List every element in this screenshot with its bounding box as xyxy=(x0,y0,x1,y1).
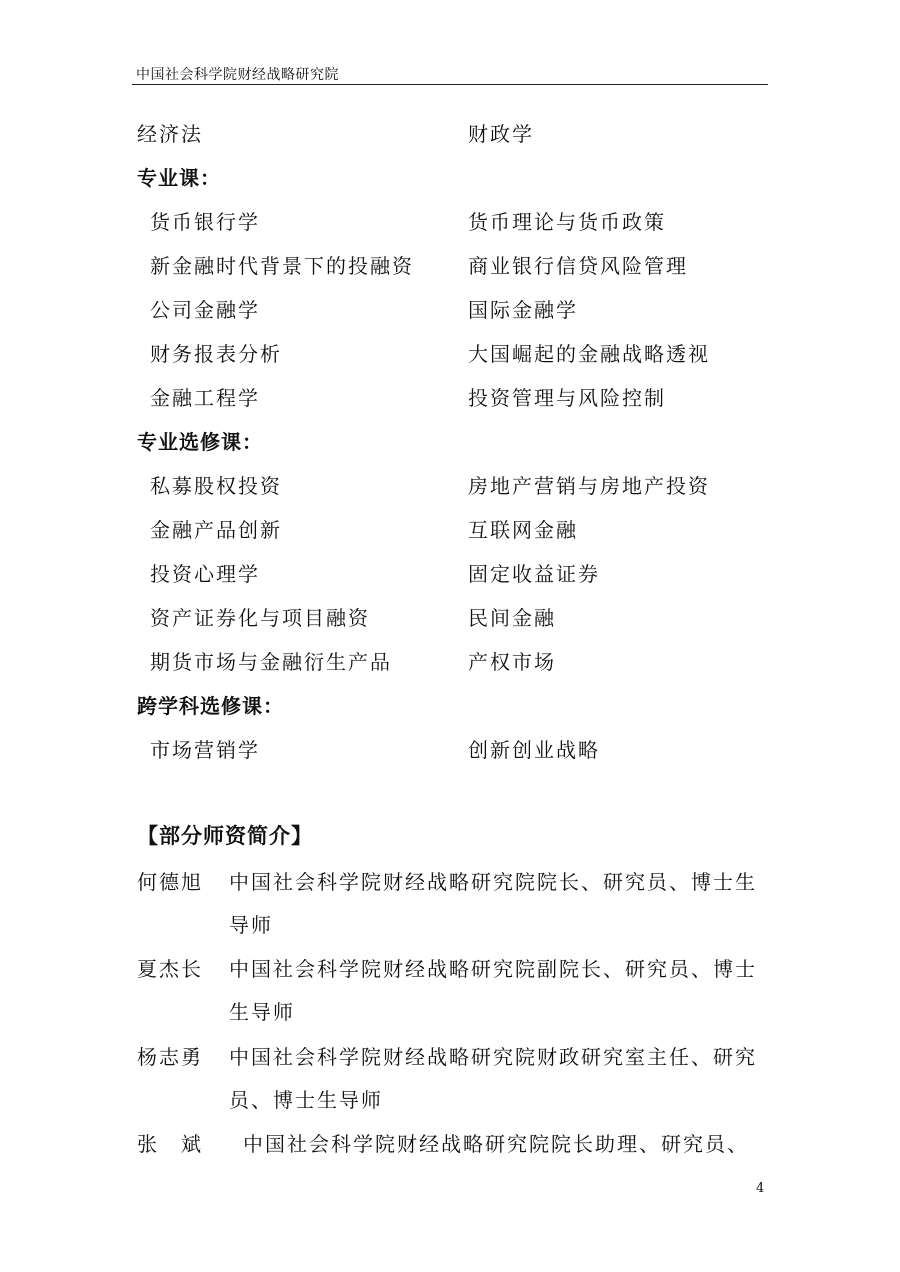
faculty-description: 中国社会科学院财经战略研究院财政研究室主任、研究 xyxy=(229,1045,757,1069)
course-left: 货币银行学 xyxy=(150,210,260,234)
section-heading-major: 专业课： xyxy=(137,166,221,190)
course-left: 金融产品创新 xyxy=(150,518,282,542)
course-right: 固定收益证券 xyxy=(468,562,600,586)
course-right: 创新创业战略 xyxy=(468,738,600,762)
course-left: 私募股权投资 xyxy=(150,474,282,498)
header-divider xyxy=(132,84,768,85)
course-left: 资产证券化与项目融资 xyxy=(150,606,370,630)
course-right: 投资管理与风险控制 xyxy=(468,386,666,410)
course-right: 国际金融学 xyxy=(468,298,578,322)
course-right: 产权市场 xyxy=(468,650,556,674)
section-heading-elective: 专业选修课： xyxy=(137,430,263,454)
page-number: 4 xyxy=(756,1181,765,1196)
faculty-name: 何德旭 xyxy=(137,870,203,894)
faculty-name: 夏杰长 xyxy=(137,957,203,981)
course-left: 市场营销学 xyxy=(150,738,260,762)
page-header: 中国社会科学院财经战略研究院 xyxy=(136,67,339,83)
course-right: 民间金融 xyxy=(468,606,556,630)
course-right: 货币理论与货币政策 xyxy=(468,210,666,234)
course-right: 财政学 xyxy=(468,122,534,146)
course-left: 新金融时代背景下的投融资 xyxy=(150,254,414,278)
course-right: 商业银行信贷风险管理 xyxy=(468,254,688,278)
faculty-section-title: 【部分师资简介】 xyxy=(137,824,313,848)
faculty-description: 中国社会科学院财经战略研究院院长助理、研究员、 xyxy=(243,1132,749,1156)
course-right: 大国崛起的金融战略透视 xyxy=(468,342,710,366)
course-left: 投资心理学 xyxy=(150,562,260,586)
faculty-description-cont: 生导师 xyxy=(229,1000,295,1024)
faculty-description: 中国社会科学院财经战略研究院院长、研究员、博士生 xyxy=(229,870,757,894)
faculty-description-cont: 员、博士生导师 xyxy=(229,1088,383,1112)
course-left: 经济法 xyxy=(137,122,203,146)
section-heading-interdisciplinary: 跨学科选修课： xyxy=(137,694,284,718)
course-left: 财务报表分析 xyxy=(150,342,282,366)
course-right: 房地产营销与房地产投资 xyxy=(468,474,710,498)
course-left: 期货市场与金融衍生产品 xyxy=(150,650,392,674)
faculty-description-cont: 导师 xyxy=(229,913,273,937)
course-right: 互联网金融 xyxy=(468,518,578,542)
course-left: 金融工程学 xyxy=(150,386,260,410)
course-left: 公司金融学 xyxy=(150,298,260,322)
faculty-description: 中国社会科学院财经战略研究院副院长、研究员、博士 xyxy=(229,957,757,981)
faculty-name: 杨志勇 xyxy=(137,1045,203,1069)
faculty-name: 张 斌 xyxy=(137,1132,203,1156)
